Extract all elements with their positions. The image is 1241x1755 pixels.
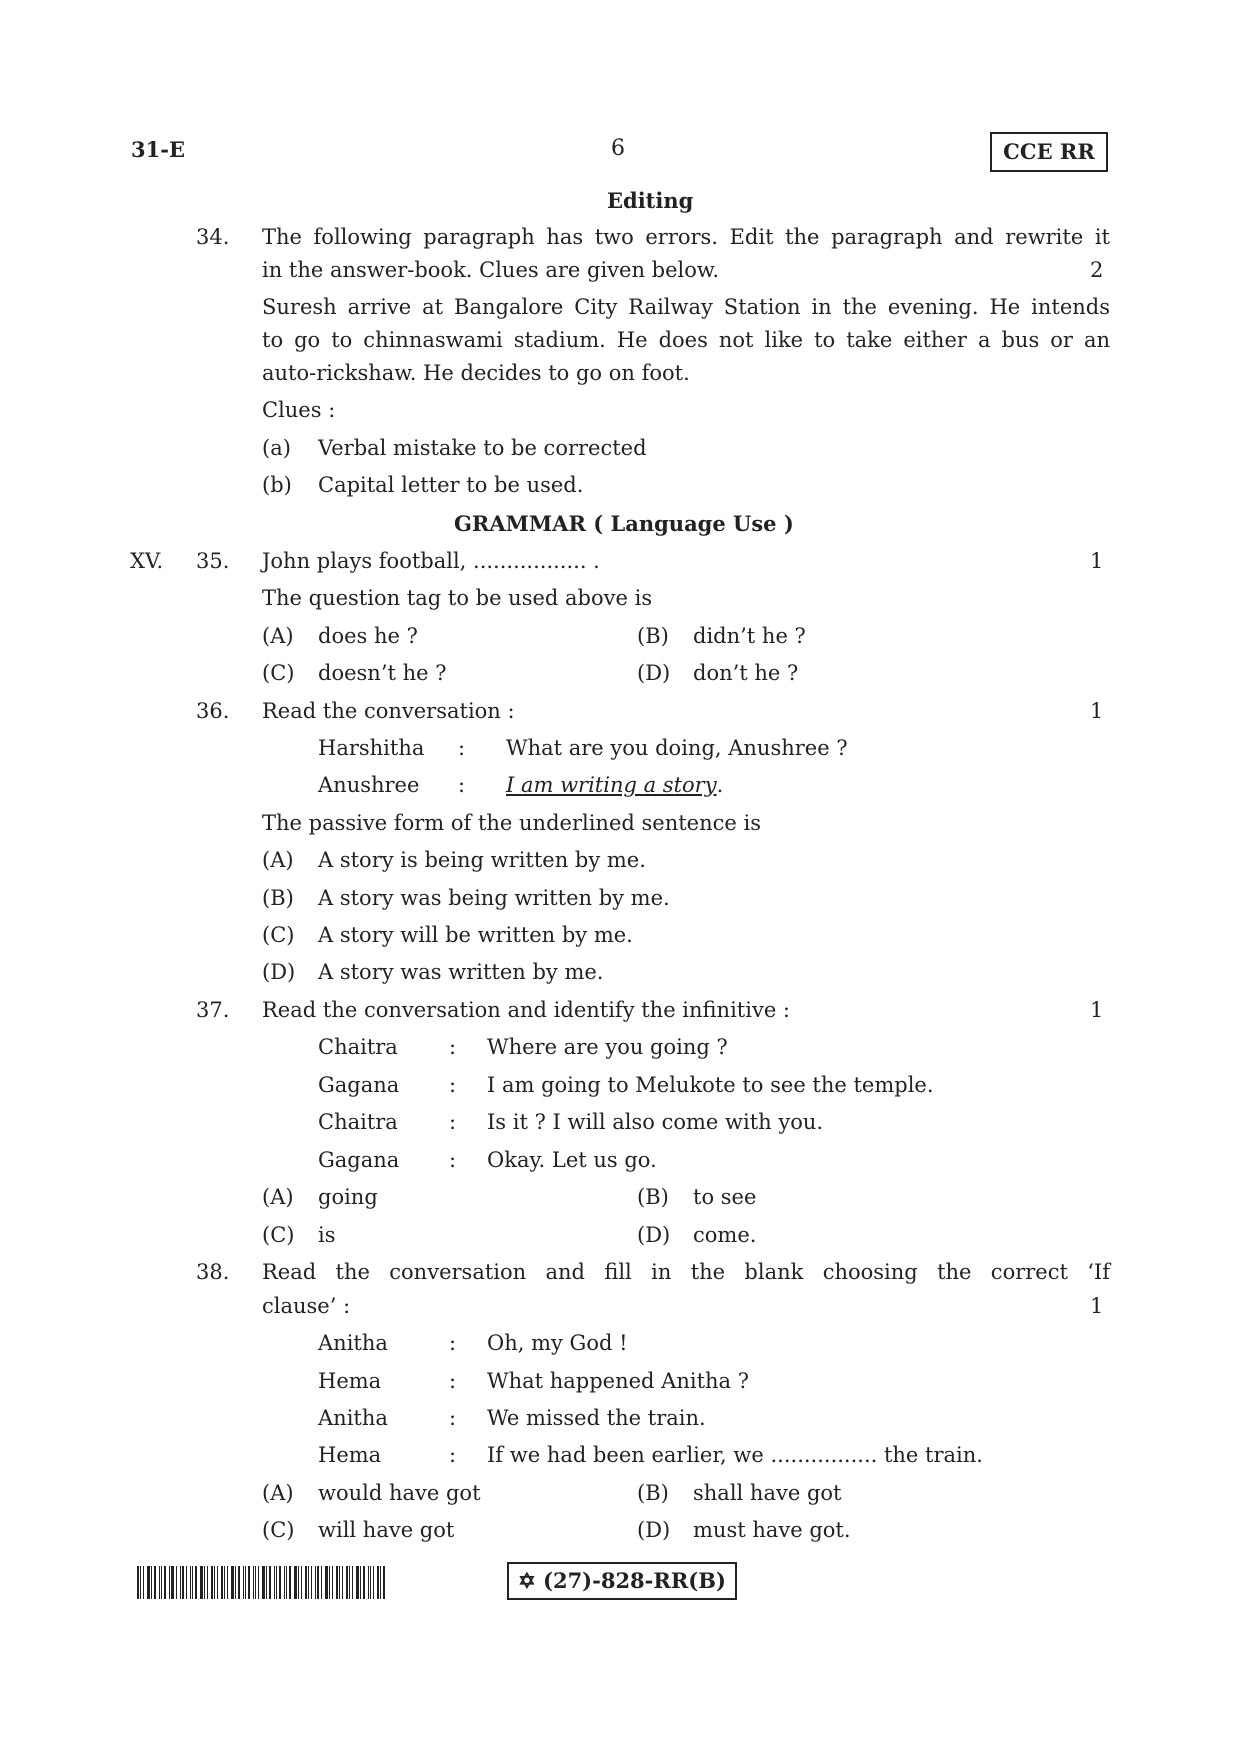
question-number-34: 34.	[196, 225, 230, 249]
q34-clues-label: Clues :	[262, 398, 336, 422]
q37-colon-4: :	[449, 1148, 457, 1172]
barcode-bar	[255, 1566, 256, 1599]
series-box: CCE RR	[990, 132, 1108, 172]
q38-option-c: will have got	[318, 1518, 455, 1542]
q36-option-b: A story was being written by me.	[318, 886, 670, 910]
barcode-bar	[373, 1566, 374, 1599]
barcode-bar	[336, 1566, 338, 1599]
q37-option-d: come.	[693, 1223, 757, 1247]
q38-speaker-1: Anitha	[318, 1331, 388, 1355]
barcode-bar	[214, 1566, 215, 1599]
q35-option-a: does he ?	[318, 624, 418, 648]
q36-option-label-a: (A)	[262, 848, 294, 872]
q38-option-label-a: (A)	[262, 1481, 294, 1505]
q37-option-label-a: (A)	[262, 1185, 294, 1209]
barcode-bar	[325, 1566, 328, 1599]
barcode-bar	[315, 1566, 316, 1599]
q34-passage-line3: auto-rickshaw. He decides to go on foot.	[262, 361, 690, 385]
barcode-bar	[143, 1566, 144, 1599]
barcode-bar	[342, 1566, 343, 1599]
barcode-bar	[204, 1566, 205, 1599]
barcode-bar	[356, 1566, 359, 1599]
barcode-bar	[171, 1566, 174, 1599]
question-number-38: 38.	[196, 1260, 230, 1284]
barcode-bar	[217, 1566, 218, 1599]
q38-line-4: If we had been earlier, we ................ the train.	[487, 1443, 983, 1467]
q34-clue-label-a: (a)	[262, 436, 291, 460]
q37-speaker-1: Chaitra	[318, 1035, 398, 1059]
section-title-grammar: GRAMMAR ( Language Use )	[454, 511, 794, 536]
q37-option-b: to see	[693, 1185, 757, 1209]
q36-text: Read the conversation :	[262, 699, 515, 723]
barcode-bar	[349, 1566, 350, 1599]
q36-speaker-1: Harshitha	[318, 736, 425, 760]
barcode-bar	[266, 1566, 267, 1599]
barcode-bar	[195, 1566, 197, 1599]
q36-line-2	[506, 773, 723, 797]
barcode-bar	[243, 1566, 244, 1599]
q35-option-b: didn’t he ?	[693, 624, 806, 648]
q37-marks: 1	[1090, 998, 1104, 1022]
barcode-bar	[317, 1566, 319, 1599]
q36-option-d: A story was written by me.	[318, 960, 604, 984]
q36-line-1: What are you doing, Anushree ?	[506, 736, 848, 760]
q37-colon-3: :	[449, 1110, 457, 1134]
barcode-bar	[200, 1566, 203, 1599]
barcode-bar	[332, 1566, 333, 1599]
footer-code-box	[507, 1562, 737, 1600]
barcode-bar	[159, 1566, 160, 1599]
q37-line-2: I am going to Melukote to see the temple.	[487, 1073, 934, 1097]
barcode-bar	[339, 1566, 340, 1599]
barcode-bar	[164, 1566, 166, 1599]
q35-option-label-b: (B)	[637, 624, 669, 648]
q36-option-a: A story is being written by me.	[318, 848, 646, 872]
q34-clue-text-a: Verbal mistake to be corrected	[318, 436, 647, 460]
barcode-bar	[161, 1566, 162, 1599]
q37-colon-2: :	[449, 1073, 457, 1097]
barcode-bar	[360, 1566, 361, 1599]
q36-speaker-2: Anushree	[318, 773, 420, 797]
q35-option-label-c: (C)	[262, 661, 295, 685]
q37-option-label-c: (C)	[262, 1223, 295, 1247]
q38-line-3: We missed the train.	[487, 1406, 706, 1430]
q36-prompt: The passive form of the underlined sentence is	[262, 811, 761, 835]
barcode-bar	[276, 1566, 277, 1599]
barcode-bar	[231, 1566, 234, 1599]
barcode-bar	[192, 1566, 193, 1599]
question-number-35: 35.	[196, 549, 230, 573]
q36-option-c: A story will be written by me.	[318, 923, 633, 947]
q36-marks: 1	[1090, 699, 1104, 723]
barcode-bar	[308, 1566, 309, 1599]
barcode-bar	[169, 1566, 170, 1599]
barcode-bar	[182, 1566, 184, 1599]
barcode-bar	[235, 1566, 236, 1599]
barcode-bar	[294, 1566, 297, 1599]
barcode-bar	[245, 1566, 246, 1599]
question-number-37: 37.	[196, 998, 230, 1022]
star-icon: ✡	[518, 1568, 536, 1593]
barcode-bar	[377, 1566, 379, 1599]
q38-text-line2: clause’ :	[262, 1294, 351, 1318]
q34-marks: 2	[1090, 258, 1104, 282]
barcode-bar	[274, 1566, 275, 1599]
barcode-bar	[227, 1566, 228, 1599]
barcode-bar	[211, 1566, 213, 1599]
q35-marks: 1	[1090, 549, 1104, 573]
q37-text: Read the conversation and identify the infinitive :	[262, 998, 790, 1022]
q38-line-1: Oh, my God !	[487, 1331, 628, 1355]
barcode-bar	[207, 1566, 208, 1599]
q36-line-2-end: .	[716, 773, 724, 797]
q37-option-label-d: (D)	[637, 1223, 671, 1247]
q37-line-3: Is it ? I will also come with you.	[487, 1110, 824, 1134]
q38-colon-4: :	[449, 1443, 457, 1467]
q34-passage-line1: Suresh arrive at Bangalore City Railway Station in the evening. He intends	[262, 295, 1110, 319]
barcode-bar	[286, 1566, 287, 1599]
barcode-bar	[151, 1566, 152, 1599]
q37-colon-1: :	[449, 1035, 457, 1059]
q35-prompt: The question tag to be used above is	[262, 586, 653, 610]
q36-option-label-c: (C)	[262, 923, 295, 947]
q35-option-label-a: (A)	[262, 624, 294, 648]
q34-clue-label-b: (b)	[262, 473, 292, 497]
barcode-bar	[311, 1566, 312, 1599]
question-number-36: 36.	[196, 699, 230, 723]
q38-speaker-2: Hema	[318, 1369, 382, 1393]
barcode-bar	[380, 1566, 381, 1599]
q38-colon-1: :	[449, 1331, 457, 1355]
q36-underlined-sentence: I am writing a story	[506, 773, 717, 797]
q38-speaker-3: Anitha	[318, 1406, 388, 1430]
barcode-bar	[346, 1566, 348, 1599]
barcode-bar	[284, 1566, 285, 1599]
q36-option-label-d: (D)	[262, 960, 296, 984]
q38-colon-2: :	[449, 1369, 457, 1393]
q38-colon-3: :	[449, 1406, 457, 1430]
q37-option-a: going	[318, 1185, 378, 1209]
q37-speaker-2: Gagana	[318, 1073, 400, 1097]
barcode-bar	[140, 1566, 141, 1599]
q36-colon-1: :	[458, 736, 466, 760]
barcode-bar	[329, 1566, 330, 1599]
q34-passage-line2: to go to chinnaswami stadium. He does not like to take either a bus or an	[262, 328, 1110, 352]
q38-option-label-d: (D)	[637, 1518, 671, 1542]
q35-option-label-d: (D)	[637, 661, 671, 685]
barcode-bar	[147, 1566, 150, 1599]
barcode-bar	[224, 1566, 225, 1599]
barcode-bar	[321, 1566, 322, 1599]
barcode-bar	[186, 1566, 187, 1599]
q36-colon-2: :	[458, 773, 466, 797]
q38-marks: 1	[1090, 1294, 1104, 1318]
q35-option-c: doesn’t he ?	[318, 661, 447, 685]
barcode-bar	[154, 1566, 156, 1599]
q34-instruction-line2: in the answer-book. Clues are given below.	[262, 258, 720, 282]
barcode-bar	[262, 1566, 265, 1599]
barcode-bar	[190, 1566, 191, 1599]
section-number: XV.	[130, 549, 164, 573]
barcode-bar	[137, 1566, 139, 1599]
barcode-bar	[352, 1566, 353, 1599]
barcode-bar	[298, 1566, 299, 1599]
q37-option-label-b: (B)	[637, 1185, 669, 1209]
barcode-bar	[383, 1566, 385, 1599]
q34-clue-text-b: Capital letter to be used.	[318, 473, 584, 497]
barcode-bar	[301, 1566, 302, 1599]
q38-text-line1: Read the conversation and fill in the blank choosing the correct ‘If	[262, 1260, 1110, 1284]
barcode-bar	[238, 1566, 240, 1599]
q34-instruction-line1: The following paragraph has two errors. Edit the paragraph and rewrite it	[262, 225, 1110, 249]
q38-line-2: What happened Anitha ?	[487, 1369, 749, 1393]
barcode-bar	[305, 1566, 307, 1599]
q38-speaker-4: Hema	[318, 1443, 382, 1467]
q35-option-d: don’t he ?	[693, 661, 799, 685]
barcode-bar	[363, 1566, 365, 1599]
barcode-bar	[253, 1566, 254, 1599]
q37-line-4: Okay. Let us go.	[487, 1148, 657, 1172]
barcode-bar	[176, 1566, 177, 1599]
page-number: 6	[611, 136, 625, 161]
barcode-bar	[279, 1566, 281, 1599]
q37-speaker-4: Gagana	[318, 1148, 400, 1172]
barcode-bar	[289, 1566, 291, 1599]
q35-text: John plays football, ................. .	[262, 549, 600, 573]
barcode-bar	[248, 1566, 250, 1599]
footer-code: (27)-828-RR(B)	[543, 1568, 726, 1593]
q36-option-label-b: (B)	[262, 886, 294, 910]
q37-speaker-3: Chaitra	[318, 1110, 398, 1134]
barcode-bar	[368, 1566, 369, 1599]
paper-code: 31-E	[131, 137, 185, 162]
q37-line-1: Where are you going ?	[487, 1035, 728, 1059]
q38-option-label-c: (C)	[262, 1518, 295, 1542]
section-title-editing: Editing	[607, 188, 694, 213]
barcode-bar	[258, 1566, 259, 1599]
q37-option-c: is	[318, 1223, 336, 1247]
q38-option-a: would have got	[318, 1481, 481, 1505]
q38-option-label-b: (B)	[637, 1481, 669, 1505]
q38-option-d: must have got.	[693, 1518, 851, 1542]
barcode-bar	[370, 1566, 371, 1599]
barcode-icon	[137, 1566, 391, 1599]
barcode-bar	[221, 1566, 223, 1599]
barcode-bar	[180, 1566, 181, 1599]
q38-option-b: shall have got	[693, 1481, 842, 1505]
barcode-bar	[269, 1566, 271, 1599]
